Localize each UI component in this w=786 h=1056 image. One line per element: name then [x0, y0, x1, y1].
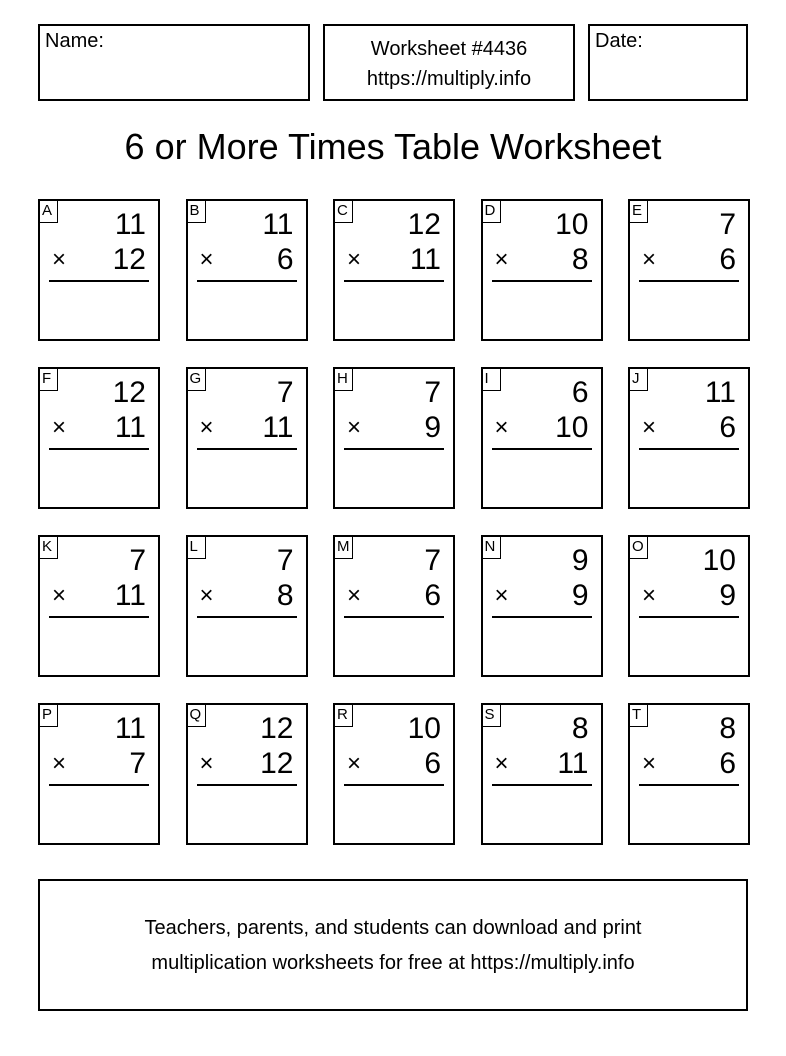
multiplier: 11	[409, 243, 441, 276]
multiplicand: 8	[719, 712, 736, 745]
times-sign: ×	[642, 582, 657, 609]
answer-line	[49, 784, 149, 786]
multiplicand: 11	[114, 208, 146, 241]
footer-note	[38, 879, 748, 1011]
times-sign: ×	[52, 246, 67, 273]
multiplicand: 9	[571, 544, 589, 577]
footer-line-2: multiplication worksheets for free at https://multiply.info	[151, 952, 635, 974]
problem-letter: N	[481, 535, 501, 559]
multiplicand: 10	[702, 544, 736, 577]
times-sign: ×	[642, 750, 657, 777]
problem-letter: E	[628, 199, 648, 223]
problem-letter: J	[628, 367, 648, 391]
multiplier: 10	[555, 411, 589, 444]
problem-letter: T	[628, 703, 648, 727]
problem-letter: O	[628, 535, 648, 559]
name-field[interactable]	[38, 24, 310, 101]
problem-card[interactable]	[186, 535, 308, 677]
problem-letter: A	[38, 199, 58, 223]
times-sign: ×	[642, 246, 657, 273]
problem-card[interactable]	[186, 703, 308, 845]
problem-card[interactable]	[333, 703, 455, 845]
answer-line	[197, 616, 297, 618]
answer-line	[344, 448, 444, 450]
multiplicand: 11	[114, 712, 146, 745]
problem-card[interactable]	[186, 199, 308, 341]
footer-line-1: Teachers, parents, and students can download and print	[144, 917, 642, 939]
times-sign: ×	[494, 750, 509, 777]
times-sign: ×	[199, 246, 214, 273]
multiplicand: 8	[571, 712, 589, 745]
times-sign: ×	[199, 750, 214, 777]
problem-letter: S	[481, 703, 501, 727]
multiplier: 6	[719, 411, 736, 444]
multiplier: 6	[424, 747, 441, 780]
problem-card[interactable]	[481, 535, 603, 677]
worksheet-info-box	[323, 24, 575, 101]
answer-line	[639, 280, 739, 282]
problem-letter: L	[186, 535, 206, 559]
times-sign: ×	[494, 582, 509, 609]
problem-letter: Q	[186, 703, 206, 727]
worksheet-url: https://multiply.info	[366, 68, 532, 90]
multiplicand: 12	[407, 208, 441, 241]
name-label: Name:	[45, 30, 104, 52]
multiplier: 11	[114, 411, 146, 444]
times-sign: ×	[199, 582, 214, 609]
problem-card[interactable]	[628, 367, 750, 509]
multiplier: 6	[719, 243, 736, 276]
multiplier: 9	[571, 579, 589, 612]
problem-letter: C	[333, 199, 353, 223]
answer-line	[492, 784, 592, 786]
answer-line	[49, 280, 149, 282]
multiplicand: 12	[112, 376, 146, 409]
problem-card[interactable]	[333, 535, 455, 677]
times-sign: ×	[494, 414, 509, 441]
answer-line	[344, 616, 444, 618]
multiplier: 8	[276, 579, 294, 612]
multiplier: 12	[260, 747, 294, 780]
problem-card[interactable]	[628, 199, 750, 341]
problem-card[interactable]	[333, 367, 455, 509]
times-sign: ×	[494, 246, 509, 273]
answer-line	[49, 448, 149, 450]
multiplier: 11	[262, 411, 294, 444]
multiplicand: 10	[555, 208, 589, 241]
answer-line	[49, 616, 149, 618]
page-title: 6 or More Times Table Worksheet	[124, 126, 662, 167]
times-sign: ×	[52, 750, 67, 777]
date-field[interactable]	[588, 24, 748, 101]
problem-letter: B	[186, 199, 206, 223]
problem-letter: K	[38, 535, 58, 559]
multiplier: 8	[571, 243, 589, 276]
multiplicand: 7	[719, 208, 736, 241]
times-sign: ×	[347, 750, 362, 777]
answer-line	[492, 448, 592, 450]
answer-line	[639, 616, 739, 618]
multiplicand: 7	[424, 376, 441, 409]
answer-line	[639, 448, 739, 450]
times-sign: ×	[199, 414, 214, 441]
problem-letter: F	[38, 367, 58, 391]
answer-line	[492, 616, 592, 618]
times-sign: ×	[347, 246, 362, 273]
problem-card[interactable]	[628, 703, 750, 845]
problem-letter: P	[38, 703, 58, 727]
multiplicand: 7	[424, 544, 441, 577]
multiplier: 11	[114, 579, 146, 612]
problem-letter: G	[186, 367, 206, 391]
problem-card[interactable]	[628, 535, 750, 677]
times-sign: ×	[347, 414, 362, 441]
problem-card[interactable]	[38, 535, 160, 677]
multiplier: 6	[276, 243, 294, 276]
problem-grid	[38, 199, 748, 845]
answer-line	[197, 448, 297, 450]
multiplicand: 10	[407, 712, 441, 745]
worksheet-number: Worksheet #4436	[370, 38, 528, 60]
multiplicand: 7	[276, 376, 294, 409]
date-label: Date:	[595, 30, 643, 52]
problem-letter: M	[333, 535, 353, 559]
problem-card[interactable]	[481, 367, 603, 509]
multiplier: 9	[719, 579, 736, 612]
multiplier: 6	[424, 579, 441, 612]
multiplicand: 7	[276, 544, 294, 577]
multiplier: 6	[719, 747, 736, 780]
times-sign: ×	[52, 414, 67, 441]
multiplicand: 12	[260, 712, 294, 745]
problem-card[interactable]	[38, 199, 160, 341]
problem-letter: D	[481, 199, 501, 223]
times-sign: ×	[347, 582, 362, 609]
times-sign: ×	[642, 414, 657, 441]
answer-line	[344, 784, 444, 786]
times-sign: ×	[52, 582, 67, 609]
problem-card[interactable]	[481, 199, 603, 341]
multiplier: 7	[129, 747, 146, 780]
problem-card[interactable]	[38, 703, 160, 845]
problem-card[interactable]	[333, 199, 455, 341]
problem-letter: H	[333, 367, 353, 391]
problem-letter: I	[481, 367, 501, 391]
multiplicand: 11	[262, 208, 294, 241]
answer-line	[639, 784, 739, 786]
multiplier: 11	[557, 747, 589, 780]
multiplicand: 7	[129, 544, 146, 577]
multiplier: 9	[424, 411, 441, 444]
problem-letter: R	[333, 703, 353, 727]
problem-card[interactable]	[38, 367, 160, 509]
problem-card[interactable]	[186, 367, 308, 509]
answer-line	[197, 280, 297, 282]
answer-line	[344, 280, 444, 282]
multiplicand: 6	[571, 376, 589, 409]
problem-card[interactable]	[481, 703, 603, 845]
answer-line	[197, 784, 297, 786]
multiplier: 12	[112, 243, 146, 276]
answer-line	[492, 280, 592, 282]
multiplicand: 11	[704, 376, 736, 409]
